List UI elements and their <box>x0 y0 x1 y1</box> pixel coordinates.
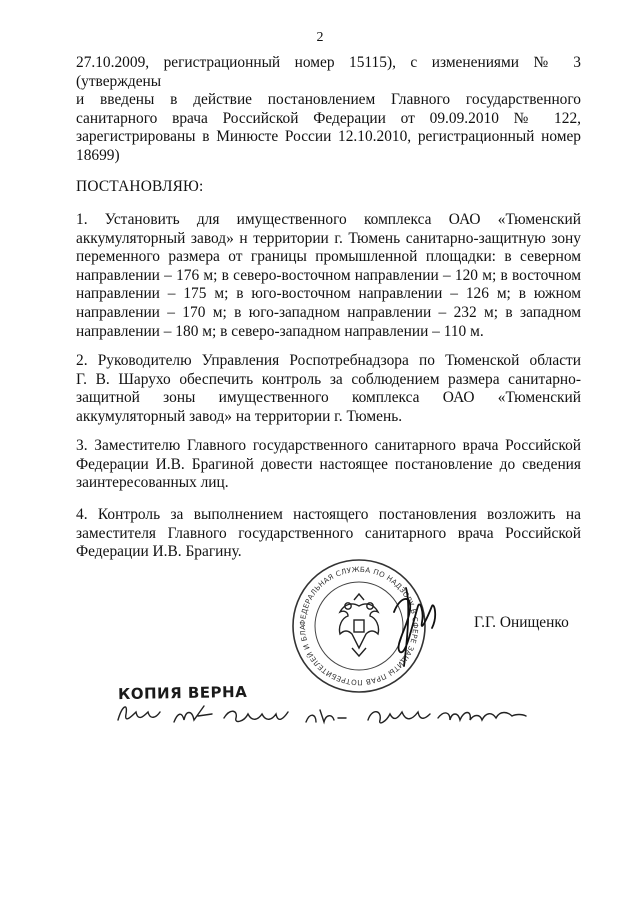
item-1-line: направлении – 180 м; в северо-западном направлении – 110 м. <box>76 322 484 340</box>
intro-line: 18699) <box>76 146 120 164</box>
svg-text:ФЕДЕРАЛЬНАЯ СЛУЖБА ПО НАДЗОРУ <box>279 549 420 687</box>
item-2-paragraph <box>76 352 581 426</box>
item-3-line: 3. Заместителю Главного государственного санитарного врача Российской <box>76 437 581 454</box>
item-1-line: направлении – 175 м; в юго-восточном направлении – 126 м; в южном <box>76 285 581 303</box>
item-4-paragraph <box>76 506 581 562</box>
item-4-line: заместителя Главного государственного санитарного врача Российской <box>76 524 581 542</box>
item-3-paragraph <box>76 437 581 493</box>
item-2-line: аккумуляторный завод» на территории г. Тюмень. <box>76 407 403 425</box>
item-1-line: 1. Установить для имущественного комплекса ОАО «Тюменский <box>76 211 581 228</box>
item-1-line: направлении – 170 м; в юго-западном направлении – 232 м; в западном <box>76 303 581 321</box>
item-2-line: Г. В. Шарухо обеспечить контроль за соблюдением размера санитарно- <box>76 370 581 388</box>
item-1-line: переменного размера от границы промышленной площадки: в северном <box>76 248 581 266</box>
intro-line: зарегистрированы в Минюсте России 12.10.2010, регистрационный номер <box>76 128 581 146</box>
eagle-emblem-icon <box>339 594 378 656</box>
intro-paragraph <box>76 54 581 166</box>
item-1-paragraph <box>76 211 581 341</box>
item-2-line: 2. Руководителю Управления Роспотребнадзора по Тюменской области <box>76 352 581 369</box>
handwriting-icon <box>112 692 532 732</box>
item-2-line: защитной зоны имущественного комплекса ОАО «Тюменский <box>76 389 581 407</box>
copy-certified-stamp: КОПИЯ ВЕРНА <box>117 682 248 704</box>
intro-line: 27.10.2009, регистрационный номер 15115), с изменениями № 3 (утверждены <box>76 54 581 90</box>
intro-line: и введены в действие постановлением Главного государственного <box>76 91 581 109</box>
seal-text: ФЕДЕРАЛЬНАЯ СЛУЖБА ПО НАДЗОРУ В СФЕРЕ ЗАЩИТЫ ПРАВ ПОТРЕБИТЕЛЕЙ И БЛАГОПОЛУЧИЯ ЧЕЛОВЕКА <box>279 549 421 688</box>
item-3-line: заинтересованных лиц. <box>76 474 229 492</box>
intro-line: санитарного врача Российской Федерации от 09.09.2010 № 122, <box>76 109 581 127</box>
page-number: 2 <box>316 30 324 45</box>
signatory-name: Г.Г. Онищенко <box>474 614 569 631</box>
handwritten-note <box>112 692 532 732</box>
item-3-line: Федерации И.В. Брагиной довести настоящее постановление до сведения <box>76 455 581 473</box>
decree-heading: ПОСТАНОВЛЯЮ: <box>76 178 204 195</box>
item-1-line: аккумуляторный завод» н территории г. Тюмень санитарно-защитную зону <box>76 229 581 247</box>
item-1-line: направлении – 176 м; в северо-восточном направлении – 120 м; в восточном <box>76 266 581 284</box>
item-4-line: Федерации И.В. Брагину. <box>76 543 242 561</box>
official-seal <box>279 549 452 696</box>
item-4-line: 4. Контроль за выполнением настоящего постановления возложить на <box>76 506 581 523</box>
seal-icon <box>279 549 452 696</box>
